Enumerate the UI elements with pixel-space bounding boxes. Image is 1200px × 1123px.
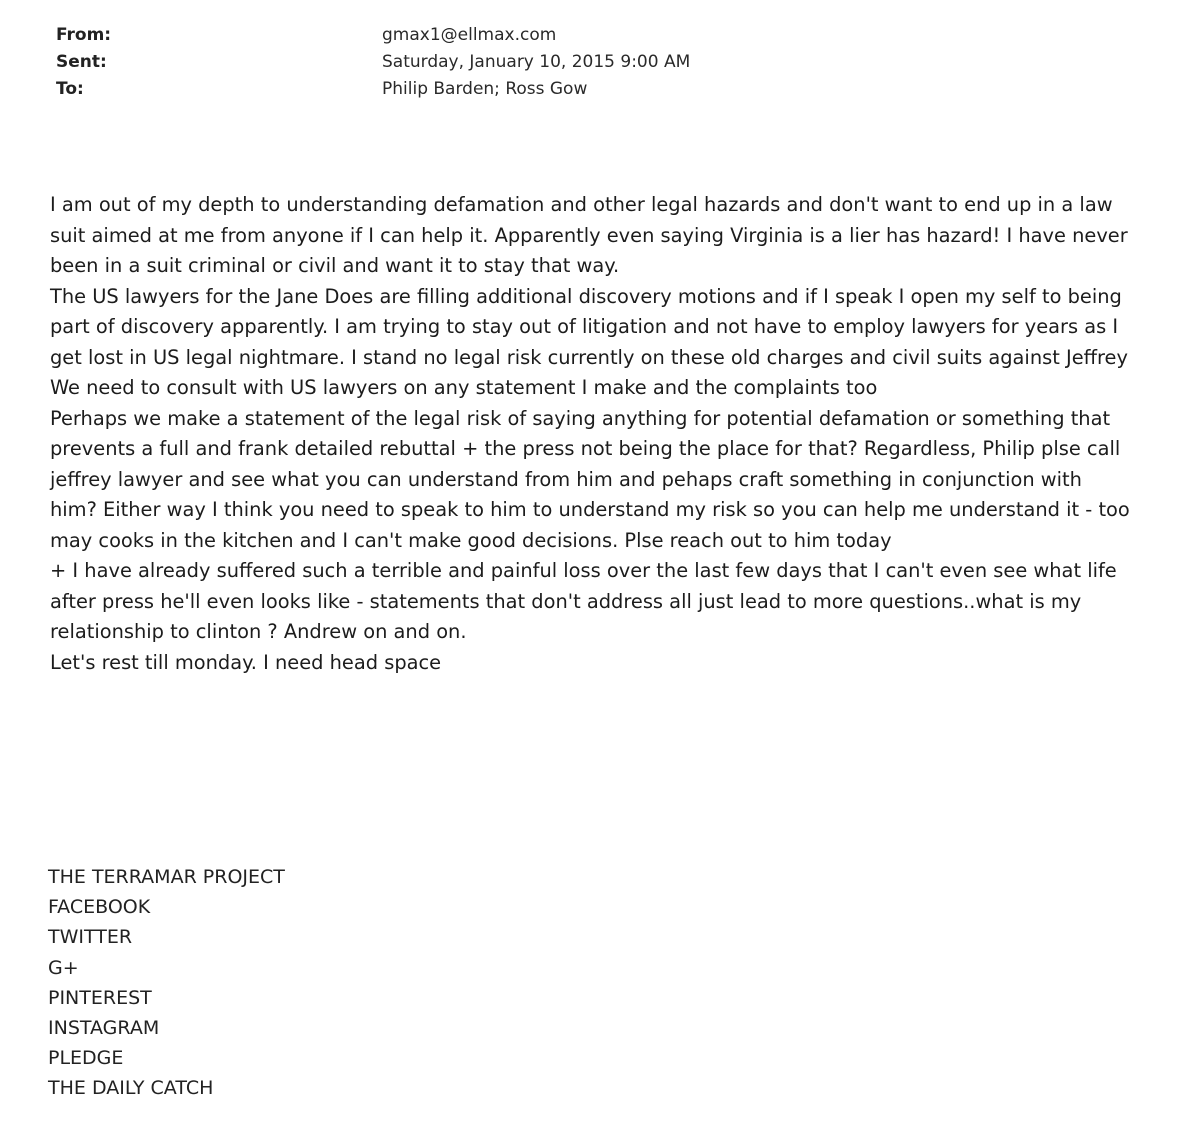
signature-links <box>48 862 285 1104</box>
footer-pledge: PLEDGE <box>48 1047 124 1070</box>
body-line: suit aimed at me from anyone if I can help it. Apparently even saying Virginia is a lier has hazard! I have never <box>50 223 1128 247</box>
body-line: Perhaps we make a statement of the legal risk of saying anything for potential defamation or something that <box>50 406 1111 430</box>
sent-value: Saturday, January 10, 2015 9:00 AM <box>382 52 691 72</box>
body-line: We need to consult with US lawyers on any statement I make and the complaints too <box>50 376 878 399</box>
body-line: The US lawyers for the Jane Does are filling additional discovery motions and if I speak I open my self to being <box>50 284 1122 308</box>
body-line: get lost in US legal nightmare. I stand no legal risk currently on these old charges and civil suits against Jeffrey <box>50 345 1128 369</box>
to-label: To: <box>56 79 84 99</box>
sent-label: Sent: <box>56 52 107 72</box>
footer-daily-catch: THE DAILY CATCH <box>48 1077 214 1100</box>
body-line: after press he'll even looks like - statements that don't address all just lead to more questions..what is my <box>50 589 1082 613</box>
footer-twitter: TWITTER <box>48 926 133 949</box>
body-line: been in a suit criminal or civil and want it to stay that way. <box>50 254 620 277</box>
email-header <box>56 22 756 103</box>
body-line: prevents a full and frank detailed rebuttal + the press not being the place for that? Regardless, Philip plse call <box>50 437 1121 460</box>
from-value: gmax1@ellmax.com <box>382 25 557 45</box>
body-line: jeffrey lawyer and see what you can understand from him and pehaps craft something in conjunction with <box>50 467 1082 491</box>
footer-google-plus: G+ <box>48 956 79 979</box>
footer-terramar-project: THE TERRAMAR PROJECT <box>48 866 285 888</box>
email-body <box>50 190 1180 678</box>
body-line: relationship to clinton ? Andrew on and on. <box>50 620 467 643</box>
sent-row <box>56 49 756 76</box>
body-line: part of discovery apparently. I am trying to stay out of litigation and not have to employ lawyers for years as I <box>50 315 1119 338</box>
body-line: Let's rest till monday. I need head space <box>50 650 442 674</box>
body-line: I am out of my depth to understanding defamation and other legal hazards and don't want to end up in a law <box>50 193 1113 216</box>
to-value: Philip Barden; Ross Gow <box>382 79 588 99</box>
footer-instagram: INSTAGRAM <box>48 1017 160 1040</box>
body-line: him? Either way I think you need to speak to him to understand my risk so you can help me understand it - too <box>50 498 1130 521</box>
body-line: may cooks in the kitchen and I can't make good decisions. Plse reach out to him today <box>50 528 892 552</box>
from-label: From: <box>56 25 112 45</box>
footer-facebook: FACEBOOK <box>48 896 151 919</box>
body-line: + I have already suffered such a terrible and painful loss over the last few days that I can't even see what life <box>50 559 1117 582</box>
from-row <box>56 22 756 49</box>
footer-pinterest: PINTEREST <box>48 986 152 1009</box>
to-row <box>56 76 756 103</box>
